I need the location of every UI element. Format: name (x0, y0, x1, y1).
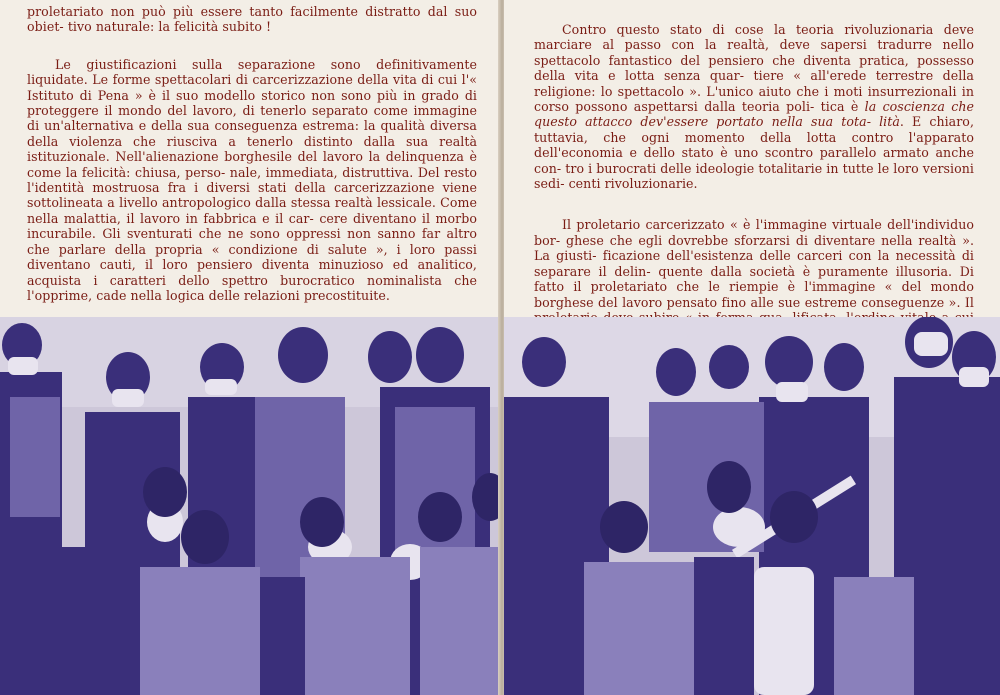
text-line: dell'economia e dello stato è uno scontro parallelo armato anche con- (534, 145, 974, 176)
text-line: alle sue estreme conseguenze ». Il (750, 294, 974, 310)
text-line: . E chiaro, tuttavia, che ogni momento della lotta contro l'apparato (534, 114, 974, 145)
text-line: al passo con la realtà, deve sapersi tradurre nello spettacolo fantastico (534, 37, 974, 68)
text-line: tiere « all'erede terrestre della religione: lo spettacolo ». L'unico aiuto (534, 68, 974, 99)
text-line: non sanno far altro che parlare della propria « condizione di salute », i (27, 226, 477, 257)
italic-phrase: lità (879, 114, 900, 130)
text-line: tro i burocrati delle ideologie totalitarie in tutte le loro versioni sedi- (534, 160, 974, 192)
text-line: ficazione dell'esistenza delle carceri con la necessità di separare il delin- (534, 248, 975, 279)
right-page (504, 0, 1000, 695)
left-photo (0, 317, 500, 695)
italic-phrase: la coscienza che questo attacco dev'essere portato nella sua tota- (534, 99, 974, 130)
text-line: acquista i caratteri dello spettro burocratico nominalista che l'opprime, (27, 272, 477, 303)
text-line: Le giustificazioni sulla separazione sono definitivamente liquidate. Le (27, 56, 477, 88)
text-line: tica è (820, 99, 865, 115)
text-line: le riempie è l'immagine « del mondo borghese del lavoro pensato fino (534, 279, 974, 310)
text-line: cade nella logica delle relazioni precostituite. (96, 287, 390, 303)
text-line: forme spettacolari di carcerizzazione della vita di cui l'« Istituto di (27, 72, 477, 103)
text-line: nale, immediata, distruttiva. Del resto l'identità mostruosa fra i diversi (27, 164, 477, 196)
right-photo (504, 317, 1000, 695)
text-line: Contro questo stato di cose la teoria rivoluzionaria deve marciare (534, 22, 974, 53)
text-line: loro passi diventano cauti, il loro pensiero diventa minuzioso ed analitico, (27, 241, 477, 273)
right-paragraph-1 (534, 22, 974, 191)
left-paragraph-2 (27, 57, 477, 304)
text-line: borghesile del lavoro la delinquenza è come la felicità: chiusa, perso- (27, 149, 477, 180)
text-line: Il proletario carcerizzato « è l'immagine virtuale dell'individuo bor- (534, 217, 974, 248)
text-line: cere diventano il morbo incurabile. Gli sventurati che ne sono oppressi (27, 210, 477, 242)
text-line: tivo naturale: la felicità subito ! (67, 19, 272, 35)
text-line: Pena » è il suo modello storico non sono più in grado di proteggere il (27, 87, 478, 119)
text-line: proletariato non può più essere tanto facilmente distratto dal suo obiet- (27, 4, 477, 35)
left-paragraph-1 (27, 4, 477, 35)
left-page-text (27, 4, 477, 303)
protest-crowd-illustration (504, 317, 1000, 695)
text-line: ghese che egli dovrebbe sforzarsi di diventare nella realtà ». La giusti- (534, 232, 974, 264)
text-line: stati della carcerizzazione viene sottolineata a livello antropologico dalla (27, 180, 477, 211)
text-line: del pensiero che diventa pratica, possesso della vita e lotta senza quar- (534, 52, 974, 84)
protest-crowd-illustration (0, 317, 500, 695)
text-line: e della sua conseguenza estrema: la qualità diversa della violenza che (27, 118, 477, 149)
text-line: mondo del lavoro, di tenerlo separato come immagine di un'alternativa (27, 103, 477, 134)
text-line: stessa realtà lessicale. Come nella malattia, il lavoro in fabbrica e il car- (27, 195, 477, 226)
text-line: centi rivoluzionarie. (568, 176, 698, 192)
text-line: riusciva a tenerlo distinto dalla sua realtà istituzionale. Nell'alienazione (27, 133, 477, 165)
text-line: quente dalla società è puramente illusoria. Di fatto il proletariato che (534, 263, 975, 295)
text-line: che i moti insurrezionali in corso possono aspettarsi dalla teoria poli- (534, 83, 974, 115)
